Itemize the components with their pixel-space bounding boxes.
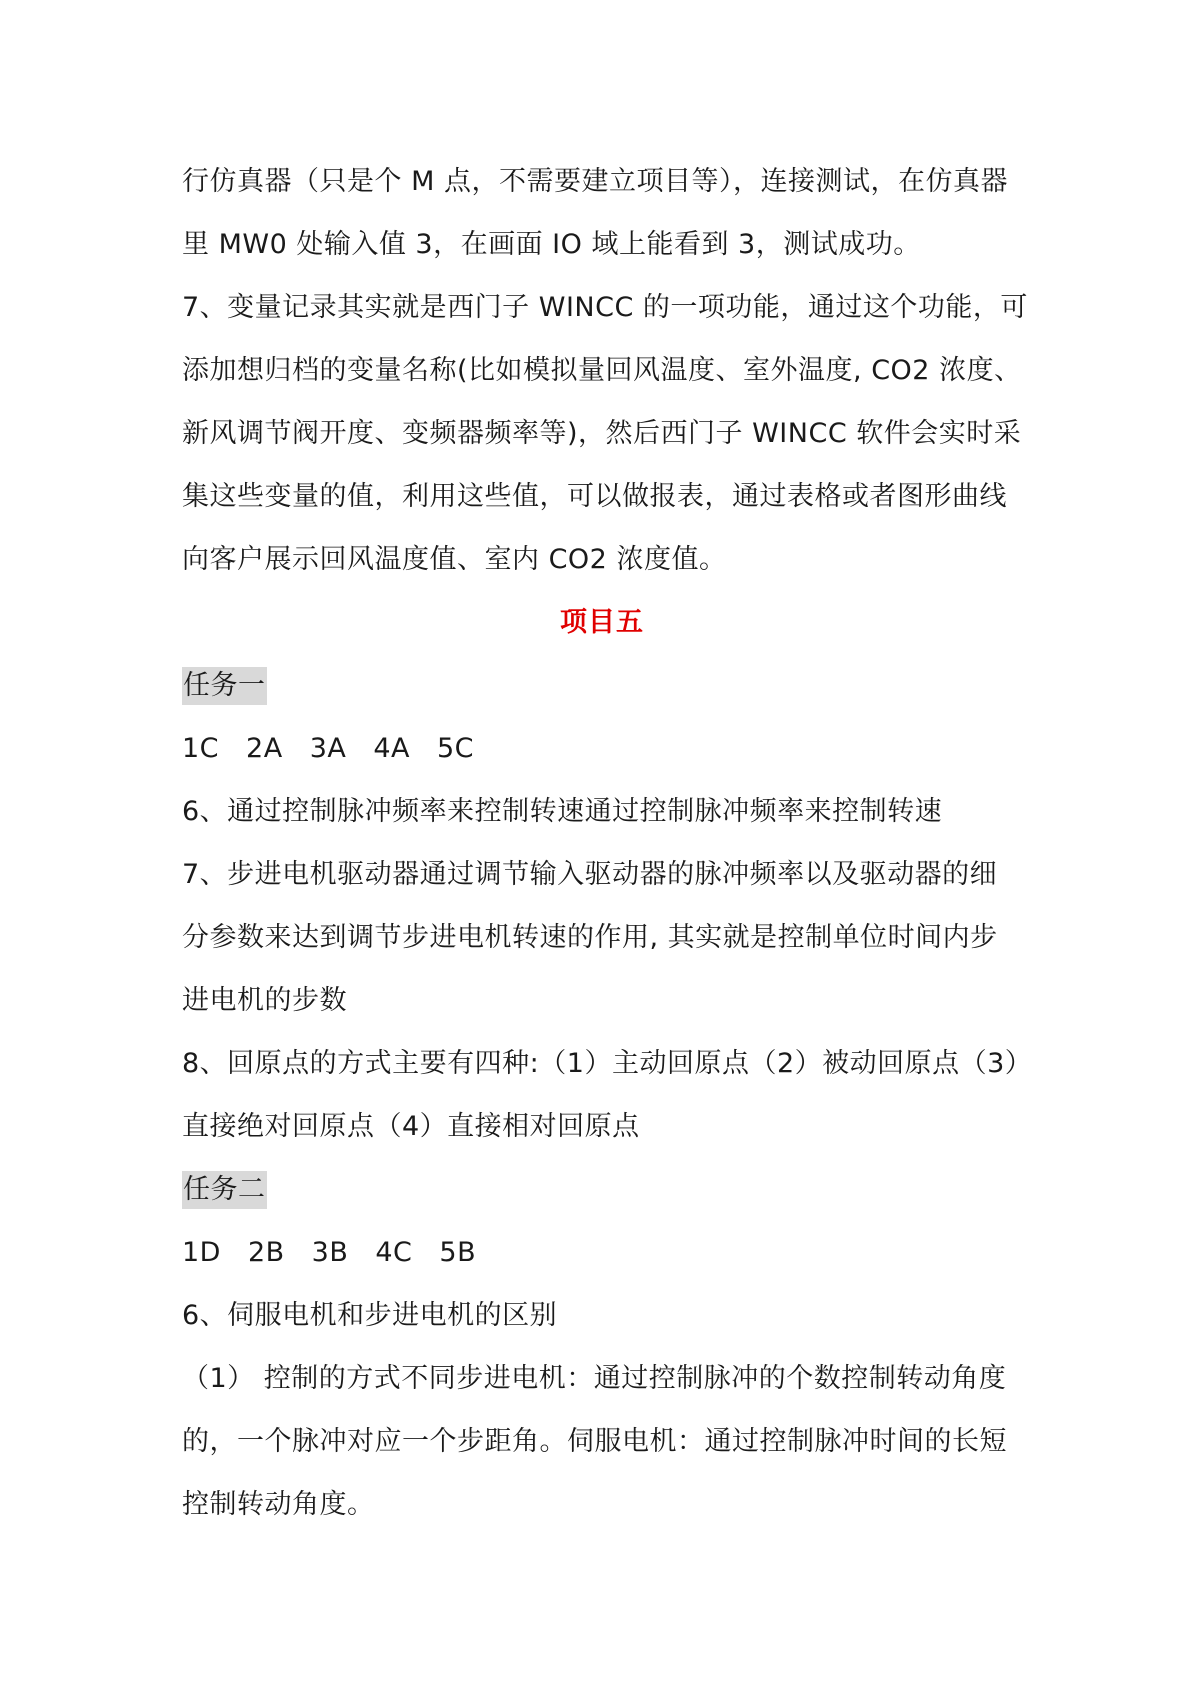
paragraph-line: 7、步进电机驱动器通过调节输入驱动器的脉冲频率以及驱动器的细 (182, 859, 998, 890)
section-title: 项目五 (560, 607, 644, 638)
paragraph-line: 添加想归档的变量名称(比如模拟量回风温度、室外温度, CO2 浓度、 (182, 355, 1022, 386)
answer-item: 2A (246, 733, 283, 764)
task-label: 任务二 (182, 1171, 267, 1209)
paragraph-line: 控制转动角度。 (182, 1489, 375, 1520)
answer-item: 1D (182, 1237, 221, 1268)
paragraph-line: 新风调节阀开度、变频器频率等)，然后西门子 WINCC 软件会实时采 (182, 418, 1022, 449)
paragraph-line: 进电机的步数 (182, 985, 347, 1016)
paragraph-line: 的，一个脉冲对应一个步距角。伺服电机：通过控制脉冲时间的长短 (182, 1426, 1007, 1457)
paragraph-line: 里 MW0 处输入值 3，在画面 IO 域上能看到 3，测试成功。 (182, 229, 921, 260)
answer-item: 3B (311, 1237, 349, 1268)
paragraph-line: （1） 控制的方式不同步进电机：通过控制脉冲的个数控制转动角度 (182, 1363, 1007, 1394)
answer-row (182, 717, 1022, 780)
paragraph-line: 集这些变量的值，利用这些值，可以做报表，通过表格或者图形曲线 (182, 481, 1007, 512)
paragraph-line: 6、伺服电机和步进电机的区别 (182, 1300, 558, 1331)
paragraph-line: 向客户展示回风温度值、室内 CO2 浓度值。 (182, 544, 727, 575)
paragraph-line: 8、回原点的方式主要有四种:（1）主动回原点（2）被动回原点（3） (182, 1048, 1033, 1079)
paragraph-line: 7、变量记录其实就是西门子 WINCC 的一项功能，通过这个功能，可 (182, 292, 1028, 323)
answer-item: 4A (373, 733, 410, 764)
answer-item: 5C (437, 733, 475, 764)
task-heading-row (182, 654, 1022, 717)
paragraph-line: 行仿真器（只是个 M 点，不需要建立项目等），连接测试，在仿真器 (182, 166, 1008, 197)
answer-item: 4C (375, 1237, 413, 1268)
paragraph-line: 分参数来达到调节步进电机转速的作用, 其实就是控制单位时间内步 (182, 922, 998, 953)
answer-item: 2B (247, 1237, 285, 1268)
paragraph-line: 6、通过控制脉冲频率来控制转速通过控制脉冲频率来控制转速 (182, 796, 943, 827)
task-heading-row (182, 1158, 1022, 1221)
answer-item: 3A (309, 733, 347, 764)
task-label: 任务一 (182, 667, 267, 705)
paragraph-line: 直接绝对回原点（4）直接相对回原点 (182, 1111, 640, 1142)
document-body (182, 150, 1033, 1536)
answer-row (182, 1221, 1022, 1284)
answer-item: 1C (182, 733, 220, 764)
answer-item: 5B (439, 1237, 477, 1268)
